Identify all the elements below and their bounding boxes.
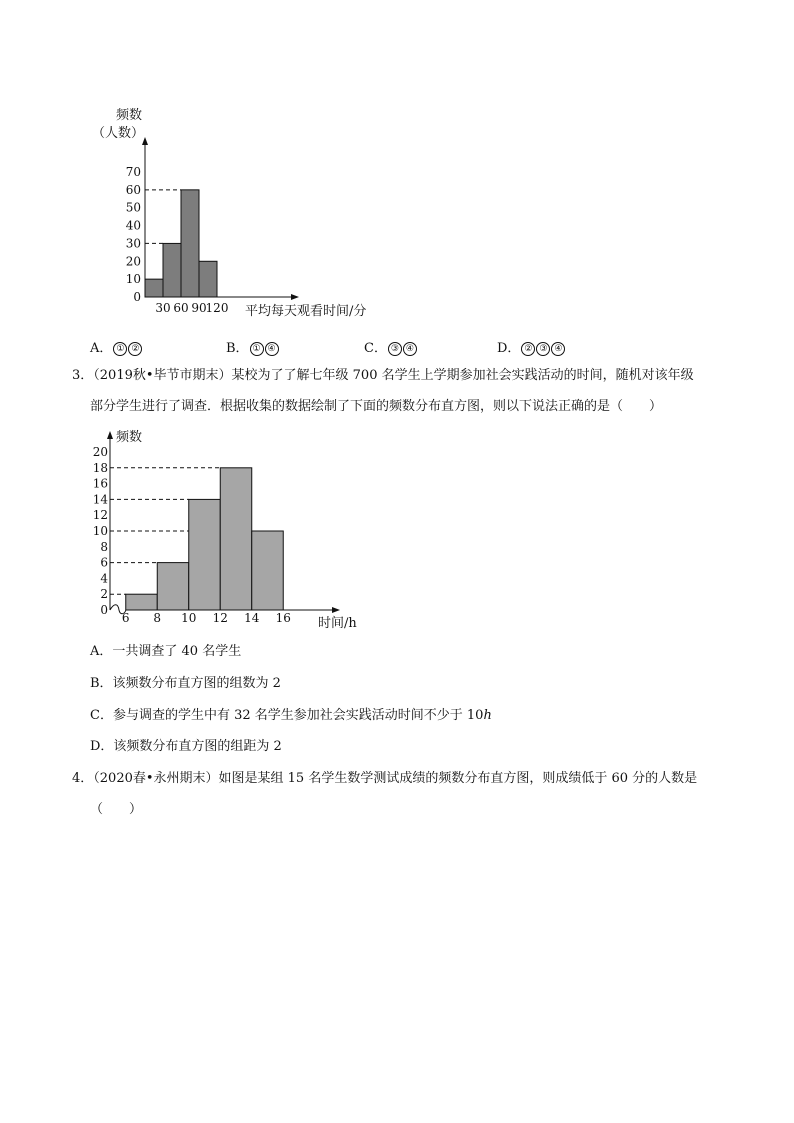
q2-option-c-item-1: ③ — [388, 342, 402, 356]
q3-option-c[interactable] — [90, 702, 492, 730]
c2-xtick-label-3: 12 — [212, 611, 228, 625]
q2-option-b[interactable] — [226, 337, 279, 356]
chart1-xlabel: 平均每天观看时间/分 — [245, 304, 367, 319]
c1-xtick-label-1: 60 — [173, 301, 189, 315]
chart2-y-axis-arrow — [107, 431, 113, 439]
c2-ytick-label-2: 16 — [92, 476, 108, 491]
c1-ytick-label-5: 20 — [125, 254, 141, 269]
c2-bar-0 — [126, 594, 158, 610]
chart1-x-axis-arrow — [291, 294, 299, 300]
chart2-ylabel: 频数 — [116, 430, 143, 445]
q2-option-d-label: D． — [497, 341, 521, 356]
c2-ytick-label-0: 20 — [92, 445, 108, 459]
c1-bar-2 — [181, 190, 199, 297]
q4-stem-line2: （ ） — [90, 802, 143, 817]
c2-xtick-label-5: 16 — [275, 611, 291, 625]
c2-xtick-label-1: 8 — [153, 611, 162, 625]
chart1-ylabel-line2: （人数） — [92, 126, 145, 141]
c2-ytick-label-10: 0 — [100, 603, 108, 617]
q2-option-c-item-2: ④ — [403, 342, 417, 356]
c1-ytick-label-1: 60 — [125, 182, 141, 197]
c1-xtick-label-0: 30 — [155, 301, 171, 315]
c2-ytick-label-5: 10 — [92, 524, 108, 538]
c2-ytick-label-1: 18 — [92, 460, 108, 475]
q3-option-c-text: C．参与调查的学生中有 32 名学生参加社会实践活动时间不少于 10 — [90, 708, 484, 723]
c1-ytick-label-7: 0 — [133, 290, 141, 304]
q2-option-c-label: C． — [364, 341, 387, 356]
q4-stem-line1: 4．（2020春•永州期末）如图是某组 15 名学生数学测试成绩的频数分布直方图，则成绩低于 60 分的人数是 — [72, 771, 698, 786]
q2-option-c[interactable] — [364, 337, 417, 356]
c2-ytick-label-4: 12 — [92, 508, 108, 523]
q3-option-c-unit: h — [483, 708, 492, 723]
q2-option-d-item-2: ③ — [536, 342, 550, 356]
c1-ytick-label-2: 50 — [125, 200, 141, 215]
c1-bar-3 — [199, 261, 217, 297]
q3-stem-line1: 3．（2019秋•毕节市期末）某校为了了解七年级 700 名学生上学期参加社会实践活动的时间，随机对该年级 — [72, 368, 694, 383]
q2-option-d[interactable] — [497, 337, 565, 356]
q2-option-b-label: B． — [226, 341, 249, 356]
c2-xtick-label-2: 10 — [181, 611, 197, 625]
chart2-xlabel: 时间/h — [318, 616, 357, 631]
q2-option-a-item-2: ② — [128, 342, 142, 356]
c1-bar-1 — [163, 243, 181, 297]
c1-ytick-label-4: 30 — [125, 236, 141, 251]
q3-option-d[interactable]: D．该频数分布直方图的组距为 2 — [90, 739, 282, 754]
q2-option-a-label: A． — [90, 341, 113, 356]
q2-option-b-item-1: ① — [250, 342, 264, 356]
c2-bar-4 — [252, 531, 284, 610]
c2-ytick-label-8: 4 — [100, 571, 108, 586]
c1-ytick-label-0: 70 — [125, 164, 141, 179]
q2-option-b-item-2: ④ — [265, 342, 279, 356]
c2-xtick-label-4: 14 — [244, 611, 260, 625]
q3-stem-line2: 部分学生进行了调查．根据收集的数据绘制了下面的频数分布直方图，则以下说法正确的是（ ） — [90, 399, 663, 414]
c2-bar-2 — [189, 499, 221, 610]
q2-option-d-item-1: ② — [521, 342, 535, 356]
c1-ytick-label-6: 10 — [125, 272, 141, 287]
c2-bar-1 — [157, 563, 189, 610]
chart1-ylabel-line1: 频数 — [116, 108, 143, 123]
c2-bar-3 — [220, 468, 252, 610]
c2-xtick-label-0: 6 — [121, 611, 130, 625]
q3-option-b[interactable]: B．该频数分布直方图的组数为 2 — [90, 676, 281, 691]
c1-xtick-label-3: 120 — [205, 301, 229, 315]
c1-xtick-label-2: 90 — [191, 301, 207, 315]
c2-ytick-label-6: 8 — [100, 539, 108, 554]
histogram-viewing-time — [90, 100, 410, 325]
q2-option-d-item-3: ④ — [551, 342, 565, 356]
c2-ytick-label-3: 14 — [92, 492, 108, 507]
c2-ytick-label-9: 2 — [100, 587, 108, 602]
c1-ytick-label-3: 40 — [125, 218, 141, 233]
q3-option-a[interactable]: A．一共调查了 40 名学生 — [90, 644, 242, 659]
c1-bar-0 — [145, 279, 163, 297]
c2-ytick-label-7: 6 — [100, 555, 108, 570]
chart2-x-axis-arrow — [332, 607, 340, 613]
q2-option-a[interactable] — [90, 337, 142, 356]
q2-option-a-item-1: ① — [113, 342, 127, 356]
histogram-activity-time — [90, 425, 380, 635]
